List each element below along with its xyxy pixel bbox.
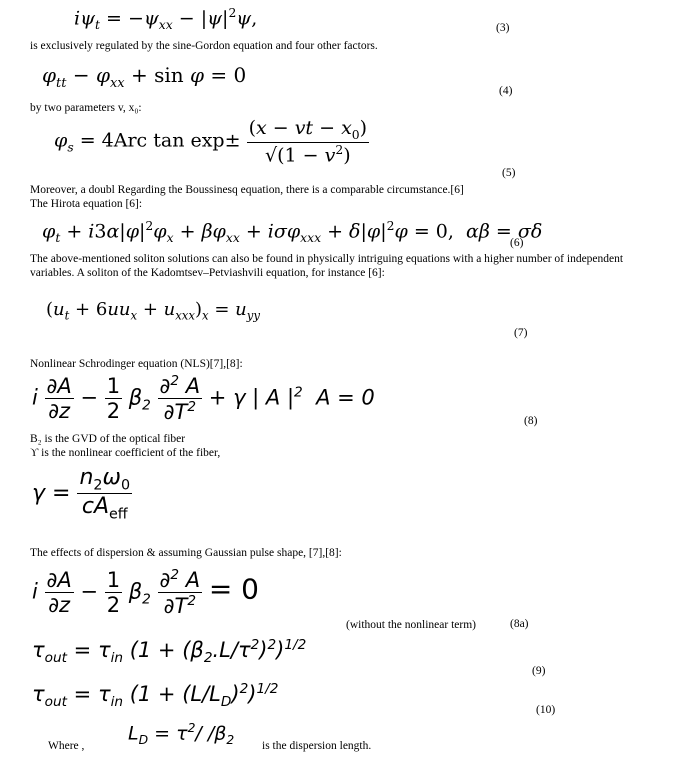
body-text: The Hirota equation [6]:	[30, 198, 143, 210]
body-text: is exclusively regulated by the sine-Gordon equation and four other factors.	[30, 40, 378, 52]
body-text: The above-mentioned soliton solutions can also be found in physically intriguing equations with a higher number of independent	[30, 253, 624, 265]
equation-6: $\varphi_t + i3\alpha|\varphi|^2\varphi_x + \beta\varphi_{xx} + i\sigma\varphi_{xxx} + \delta|\varphi|^2\varphi = 0$, αβ = σδ	[42, 219, 543, 246]
equation-7: $(u_t + 6uu_x + u_{xxx})_x = u_{yy}$	[46, 299, 260, 323]
body-text: is the dispersion length.	[262, 740, 372, 752]
equation-number: (9)	[532, 665, 546, 677]
body-text: variables. A soliton of the Kadomtsev–Petviashvili equation, for instance [6]:	[30, 267, 385, 279]
equation-9: $\tau_{out} = \tau_{in}$ $(1 + (\beta_2.L/\tau^2)^2)^{1/2}$	[32, 637, 307, 667]
body-text: The effects of dispersion & assuming Gaussian pulse shape, [7],[8]:	[30, 547, 342, 559]
equation-number: (7)	[514, 327, 528, 339]
annotation-text: (without the nonlinear term)	[346, 619, 476, 631]
equation-number: (3)	[496, 22, 510, 34]
body-text: ϒ is the nonlinear coefficient of the fiber,	[30, 447, 221, 459]
body-text: Where ,	[48, 740, 85, 752]
equation-number: (5)	[502, 167, 516, 179]
body-text: Nonlinear Schrodinger equation (NLS)[7],[8]:	[30, 358, 243, 370]
equation-3: $i\psi_t = -\psi_{xx} - |\psi|^2\psi$,	[74, 6, 258, 33]
equation-8: i $\frac{\partial A}{\partial z}$ − $\frac{1}{2}$ $\beta_2$ $\frac{\partial^2 A}{\partial T^2}$ + γ | A $|^2$ A = 0	[32, 373, 375, 424]
equation-number: (8)	[524, 415, 538, 427]
body-text: by two parameters v, x₀:	[30, 102, 142, 114]
body-text: B₂ is the GVD of the optical fiber	[30, 433, 186, 445]
equation-8a: i $\frac{\partial A}{\partial z}$ − $\frac{1}{2}$ $\beta_2$ $\frac{\partial^2 A}{\partial T^2}$ = 0	[32, 567, 259, 618]
gamma-equation: γ = $\frac{n_2\omega_0}{cA_{eff}}$	[32, 465, 131, 523]
equation-number: (4)	[499, 85, 513, 97]
dispersion-length-equation: $L_D = \tau^2/$ $/\beta_2$	[128, 721, 235, 748]
body-text: Moreover, a doubl Regarding the Boussinesq equation, there is a comparable circumstance.[6]	[30, 184, 464, 196]
equation-10: $\tau_{out} = \tau_{in}$ $(1 + (L/L_D)^2)^{1/2}$	[32, 681, 279, 711]
equation-number: (10)	[536, 704, 556, 716]
equation-number: (6)	[510, 237, 524, 249]
equation-number: (8a)	[510, 618, 529, 630]
equation-4: $\varphi_{tt} - \varphi_{xx} + \sin \varphi = 0$	[42, 63, 247, 91]
equation-5: $\varphi_s = 4Arc$ tan exp± $\frac{(x - vt - x_0)}{√(1 - v^2)}$	[54, 117, 368, 167]
